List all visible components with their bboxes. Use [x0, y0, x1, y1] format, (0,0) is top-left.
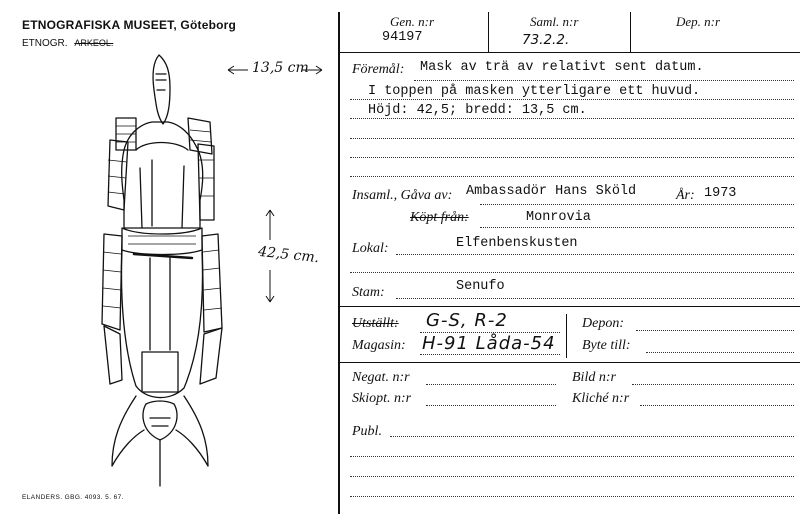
dotted-line [426, 405, 556, 406]
top-row-divider [338, 52, 800, 53]
byte-label: Byte till: [582, 338, 631, 353]
dotted-line [350, 118, 794, 119]
department-label: ETNOGR. [22, 38, 68, 49]
lokal-label: Lokal: [352, 241, 389, 256]
height-annotation: 42,5 cm. [257, 243, 320, 267]
dotted-line [350, 138, 794, 139]
skiopt-label: Skiopt. n:r [352, 391, 412, 406]
foremal-line: Höjd: 42,5; bredd: 13,5 cm. [368, 103, 587, 118]
year-value: 1973 [704, 186, 737, 201]
utstallt-value: G-S, R-2 [426, 310, 508, 331]
publ-label: Publ. [352, 424, 382, 439]
saml-number-label: Saml. n:r [530, 14, 579, 29]
bild-label: Bild n:r [572, 370, 616, 385]
gen-number-value: 94197 [382, 30, 423, 45]
kopt-label: Köpt från: [410, 210, 469, 225]
dotted-line [420, 354, 560, 355]
saml-number-value: 73.2.2. [522, 32, 570, 48]
negat-label: Negat. n:r [352, 370, 410, 385]
form-left-border [338, 12, 340, 514]
dotted-line [350, 456, 794, 457]
kopt-value: Monrovia [526, 210, 591, 225]
magasin-value: H-91 Låda-54 [422, 333, 556, 354]
placement-separator [566, 314, 567, 358]
dotted-line [420, 332, 560, 333]
top-row-separator [630, 12, 631, 53]
dotted-line [426, 384, 556, 385]
dotted-line [350, 272, 794, 273]
dotted-line [396, 298, 794, 299]
stam-value: Senufo [456, 279, 505, 294]
dotted-line [640, 405, 794, 406]
foremal-line: I toppen på masken ytterligare ett huvud. [368, 84, 701, 99]
dotted-line [350, 496, 794, 497]
museum-name: ETNOGRAFISKA MUSEET, Göteborg [22, 18, 237, 32]
utstallt-label: Utställt: [352, 316, 399, 331]
placement-top-divider [338, 306, 800, 307]
dotted-line [350, 176, 794, 177]
kliche-label: Kliché n:r [572, 391, 630, 406]
insaml-label: Insaml., Gåva av: [352, 188, 453, 203]
depon-label: Depon: [582, 316, 624, 331]
dotted-line [396, 254, 794, 255]
magasin-label: Magasin: [352, 338, 406, 353]
stam-label: Stam: [352, 285, 385, 300]
top-row-separator [488, 12, 489, 53]
placement-bottom-divider [338, 362, 800, 363]
insaml-value: Ambassadör Hans Sköld [466, 184, 637, 199]
dotted-line [632, 384, 794, 385]
dotted-line [636, 330, 794, 331]
dep-number-label: Dep. n:r [676, 14, 721, 29]
year-label: År: [676, 188, 695, 203]
dotted-line [646, 352, 794, 353]
dotted-line [350, 99, 794, 100]
gen-number-label: Gen. n:r [390, 14, 435, 29]
foremal-line: Mask av trä av relativt sent datum. [420, 60, 704, 75]
width-annotation: 13,5 cm [252, 60, 309, 76]
printer-line: ELANDERS. GBG. 4093. 5. 67. [22, 494, 124, 501]
foremal-label: Föremål: [352, 62, 405, 77]
dotted-line [350, 476, 794, 477]
lokal-value: Elfenbenskusten [456, 236, 578, 251]
department-struck: ARKEOL. [74, 38, 114, 48]
dotted-line [480, 204, 794, 205]
dotted-line [390, 436, 794, 437]
dotted-line [414, 80, 794, 81]
dotted-line [350, 157, 794, 158]
dotted-line [480, 227, 794, 228]
